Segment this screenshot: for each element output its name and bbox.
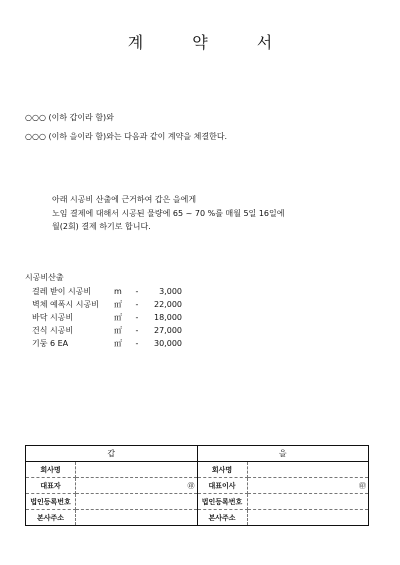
cost-item bbox=[32, 325, 182, 336]
body-paragraph-3: 월(2회) 결제 하기로 합니다. bbox=[52, 222, 151, 231]
cost-item-price: 22,000 bbox=[154, 300, 182, 309]
cost-item bbox=[32, 312, 182, 323]
body-paragraph-2: 노임 결제에 대해서 시공된 물량에 65 ~ 70 %를 매월 5일 16일에 bbox=[52, 209, 285, 218]
cost-item-unit: ㎡ bbox=[114, 326, 122, 335]
gap-company-label: 회사명 bbox=[26, 462, 76, 478]
cost-item-unit: ㎡ bbox=[114, 300, 122, 309]
party-line-1: ○○○ (이하 갑이라 함)와 bbox=[25, 113, 114, 122]
seal-icon: ㊞ bbox=[359, 481, 366, 490]
eul-registration-value[interactable] bbox=[247, 494, 369, 510]
cost-item-name: 걸레 받이 시공비 bbox=[32, 287, 92, 296]
cost-item-unit: m bbox=[114, 287, 122, 296]
cost-item-price: 30,000 bbox=[154, 339, 182, 348]
eul-address-label: 본사주소 bbox=[197, 510, 247, 526]
gap-address-value[interactable] bbox=[76, 510, 198, 526]
signature-table bbox=[25, 445, 369, 526]
cost-item-name: 건식 시공비 bbox=[32, 326, 74, 335]
party-line-2: ○○○ (이하 을이라 함)와는 다음과 같이 계약을 체결한다. bbox=[25, 132, 228, 141]
cost-item-price: 3,000 bbox=[159, 287, 182, 296]
party-eul-header: 을 bbox=[197, 446, 369, 462]
body-paragraph-1: 아래 시공비 산출에 근거하여 갑은 을에게 bbox=[52, 195, 197, 204]
signature-header-row bbox=[26, 446, 369, 462]
cost-item-unit: ㎡ bbox=[114, 339, 122, 348]
document-title: 계 약 서 bbox=[127, 33, 295, 52]
cost-item-name: 바닥 시공비 bbox=[32, 313, 74, 322]
cost-item-price: 27,000 bbox=[154, 326, 182, 335]
signature-row bbox=[26, 494, 369, 510]
gap-address-label: 본사주소 bbox=[26, 510, 76, 526]
gap-company-value[interactable] bbox=[76, 462, 198, 478]
signature-row bbox=[26, 462, 369, 478]
cost-item bbox=[32, 299, 182, 310]
cost-item-name: 기둥 6 EA bbox=[32, 339, 69, 348]
eul-representative-value[interactable] bbox=[247, 478, 369, 494]
eul-address-value[interactable] bbox=[247, 510, 369, 526]
gap-registration-label: 법인등록번호 bbox=[26, 494, 76, 510]
signature-row bbox=[26, 478, 369, 494]
cost-item-dash: - bbox=[135, 326, 139, 335]
seal-icon: ㊞ bbox=[187, 481, 195, 490]
cost-item-dash: - bbox=[135, 300, 139, 309]
cost-heading: 시공비산출 bbox=[25, 273, 64, 282]
eul-registration-label: 법인등록번호 bbox=[197, 494, 247, 510]
cost-item-dash: - bbox=[135, 339, 139, 348]
gap-registration-value[interactable] bbox=[76, 494, 198, 510]
eul-company-label: 회사명 bbox=[197, 462, 247, 478]
cost-item-price: 18,000 bbox=[154, 313, 182, 322]
eul-representative-label: 대표이사 bbox=[197, 478, 247, 494]
cost-item bbox=[32, 286, 182, 297]
cost-item-name: 벽체 예폭시 시공비 bbox=[32, 300, 99, 309]
gap-representative-value[interactable] bbox=[76, 478, 198, 494]
eul-company-value[interactable] bbox=[247, 462, 369, 478]
cost-item-dash: - bbox=[135, 313, 139, 322]
cost-item-dash: - bbox=[135, 287, 139, 296]
cost-item-unit: ㎡ bbox=[114, 313, 122, 322]
gap-representative-label: 대표자 bbox=[26, 478, 76, 494]
cost-item bbox=[32, 338, 182, 349]
signature-row bbox=[26, 510, 369, 526]
party-gap-header: 갑 bbox=[26, 446, 198, 462]
